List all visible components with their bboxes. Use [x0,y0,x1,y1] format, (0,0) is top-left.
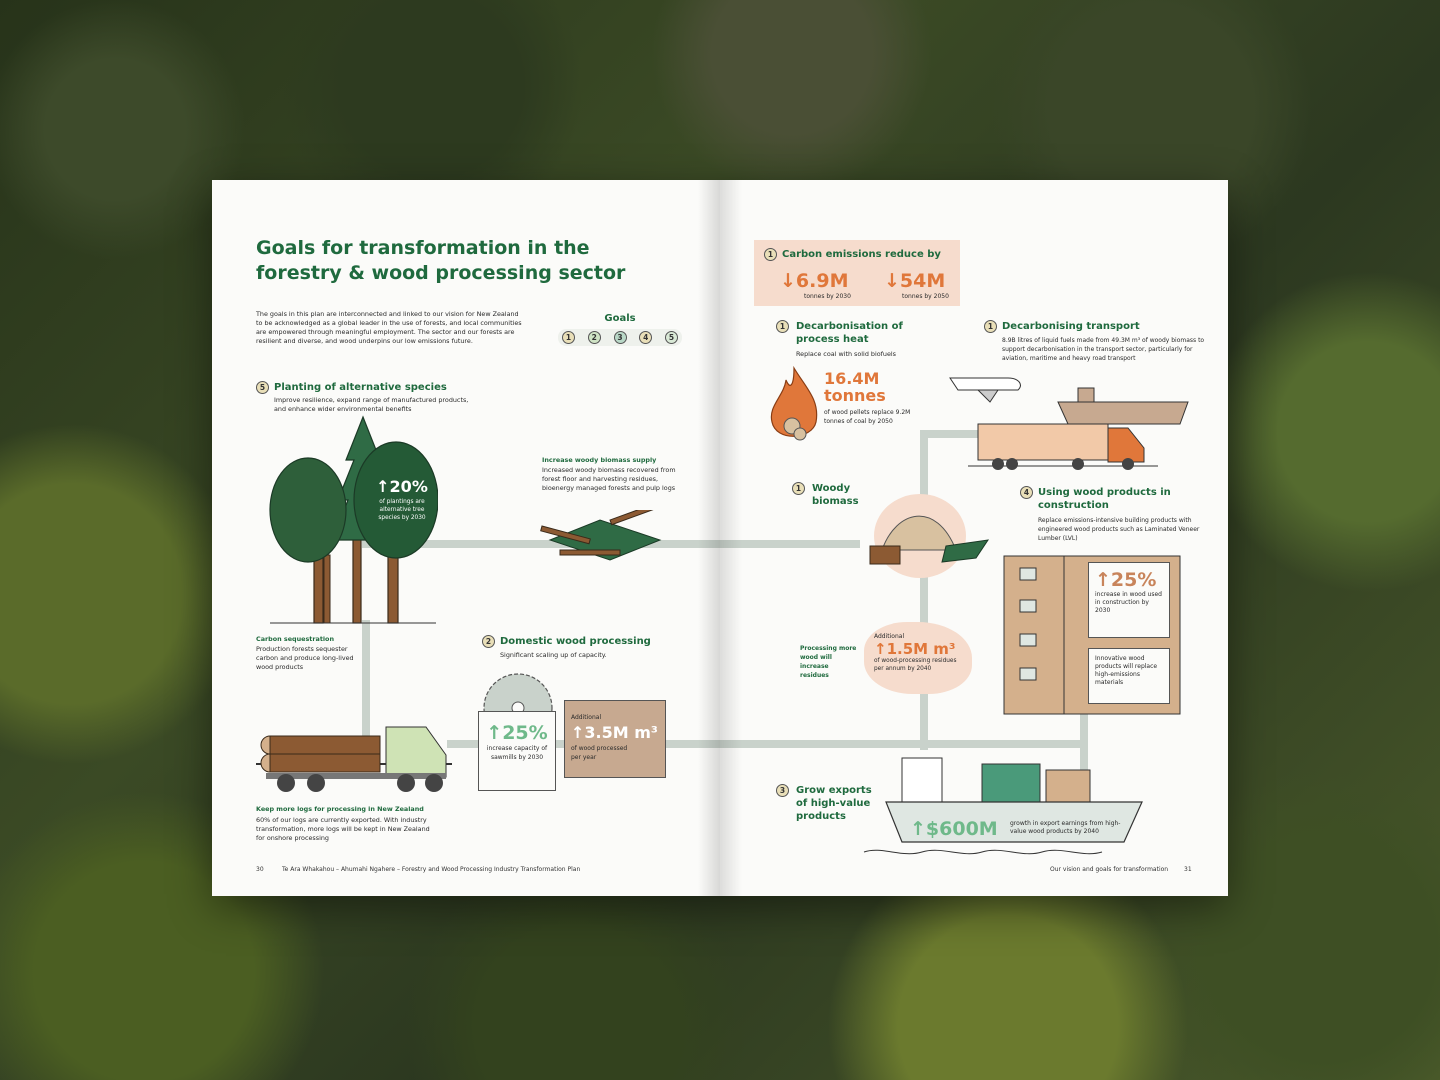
goals-number-row [558,329,682,346]
planting-heading: Planting of alternative species [274,382,447,393]
sawmill-stat-box [478,711,556,791]
carbon-text: Production forests sequester carbon and produce long-lived wood products [256,645,354,671]
planting-text: Improve resilience, expand range of manufactured products, and enhance wider environmental benefits [274,396,469,413]
emissions-stat-2050-text: tonnes by 2050 [902,293,949,300]
construction-heading: Using wood products in construction [1038,487,1171,511]
construction-stat-text: increase in wood used in construction by 2030 [1095,591,1162,614]
carbon-heading: Carbon sequestration [256,635,334,643]
processed-stat-text: of wood processed per year [571,745,628,761]
transport-text: 8.9B litres of liquid fuels made from 49.3M m³ of woody biomass to support decarbonisation in the transport sector, particularly for aviation, maritime and heavy road transport [1002,337,1205,362]
construction-stat-box [1088,562,1170,638]
construction-stat: ↑25% [1095,569,1157,591]
exports-heading: Grow exports of high-value products [796,785,872,822]
process-heat-goal-badge: 1 [776,320,789,333]
residues-heading: Processing more wood will increase residues [800,645,857,679]
process-heat-heading: Decarbonisation of process heat [796,321,903,345]
domestic-goal-badge: 2 [482,635,495,648]
footer-right-text: Our vision and goals for transformation [1050,866,1169,873]
plane-ship-truck-icon [948,362,1198,472]
emissions-stat-2030-text: tonnes by 2030 [804,293,851,300]
construction-text: Replace emissions-intensive building products with engineered wood products such as Laminated Veneer Lumber (LVL) [1038,517,1200,542]
residues-additional-label: Additional [874,633,905,640]
export-ship-icon [862,756,1152,860]
process-heat-stat-text: of wood pellets replace 9.2M tonnes of coal by 2050 [824,409,911,425]
biomass-pile-icon [856,490,996,580]
goals-legend [558,312,682,346]
process-heat-stat: 16.4M tonnes [824,369,886,405]
exports-goal-badge: 3 [776,784,789,797]
logging-truck-icon [256,715,452,795]
process-heat-text: Replace coal with solid biofuels [796,350,897,358]
goal-5-badge: 5 [665,331,678,344]
emissions-box [754,240,960,306]
left-page [212,180,720,896]
sawmill-stat-text: increase capacity of sawmills by 2030 [486,745,548,761]
residues-stat-box [864,622,972,694]
logs-heading: Keep more logs for processing in New Zealand [256,805,424,813]
track-right-top [720,540,860,548]
goals-label: Goals [604,313,636,324]
planting-stat-box [370,476,434,522]
intro-text: The goals in this plan are interconnected and linked to our vision for New Zealand to be acknowledged as a global leader in the use of forests, and local communities are empowered through meaningful employment. The sector and our forests are resilient and diverse, and wood underpins our low emissions future. [256,310,522,345]
goal-4-badge: 4 [639,331,652,344]
goal-1-badge: 1 [562,331,575,344]
processed-stat-box [564,700,666,778]
emissions-stat-2030: ↓6.9M [780,270,849,292]
goal-2-badge: 2 [588,331,601,344]
domestic-heading: Domestic wood processing [500,636,651,647]
planting-goal-badge: 5 [256,381,269,394]
footer-left-page-number: 30 [256,866,264,873]
flame-icon [766,366,822,446]
exports-stat-text: growth in export earnings from high-value wood products by 2040 [1010,820,1121,835]
goal-3-badge: 3 [614,331,627,344]
brochure-spread [212,180,1228,896]
woody-heading: Woody biomass [812,483,859,507]
page-title: Goals for transformation in the forestry & wood processing sector [256,237,626,284]
right-page [720,180,1228,896]
logs-text: 60% of our logs are currently exported. With industry transformation, more logs will be kept in New Zealand for onshore processing [256,816,430,842]
processed-additional-label: Additional [571,714,602,721]
domestic-text: Significant scaling up of capacity. [500,651,607,659]
emissions-heading: Carbon emissions reduce by [782,249,941,260]
residues-stat: ↑1.5M m³ [874,640,956,658]
sawmill-stat: ↑25% [486,722,548,744]
exports-stat: ↑$600M [910,818,998,840]
track-right-bottom [720,740,1080,748]
transport-heading: Decarbonising transport [1002,321,1140,332]
planting-stat-text: of plantings are alternative tree species by 2030 [378,499,426,521]
construction-goal-badge: 4 [1020,486,1033,499]
track-right-heat [920,430,928,750]
transport-goal-badge: 1 [984,320,997,333]
branches-icon [540,510,670,570]
residues-stat-text: of wood-processing residues per annum by 2040 [874,658,957,672]
footer-left-text: Te Ara Whakahou – Ahumahi Ngahere – Forestry and Wood Processing Industry Transformation Plan [282,866,581,873]
emissions-stat-2050: ↓54M [884,270,946,292]
woody-goal-badge: 1 [792,482,805,495]
construction-note: Innovative wood products will replace high-emissions materials [1088,648,1170,704]
footer-right-page-number: 31 [1184,866,1192,873]
biomass-supply-heading: Increase woody biomass supply [542,456,657,464]
processed-stat: ↑3.5M m³ [571,723,658,742]
planting-stat: ↑20% [376,477,428,496]
biomass-supply-text: Increased woody biomass recovered from forest floor and harvesting residues, bioenergy managed forests and pulp logs [542,466,676,492]
emissions-goal-badge: 1 [764,248,777,261]
